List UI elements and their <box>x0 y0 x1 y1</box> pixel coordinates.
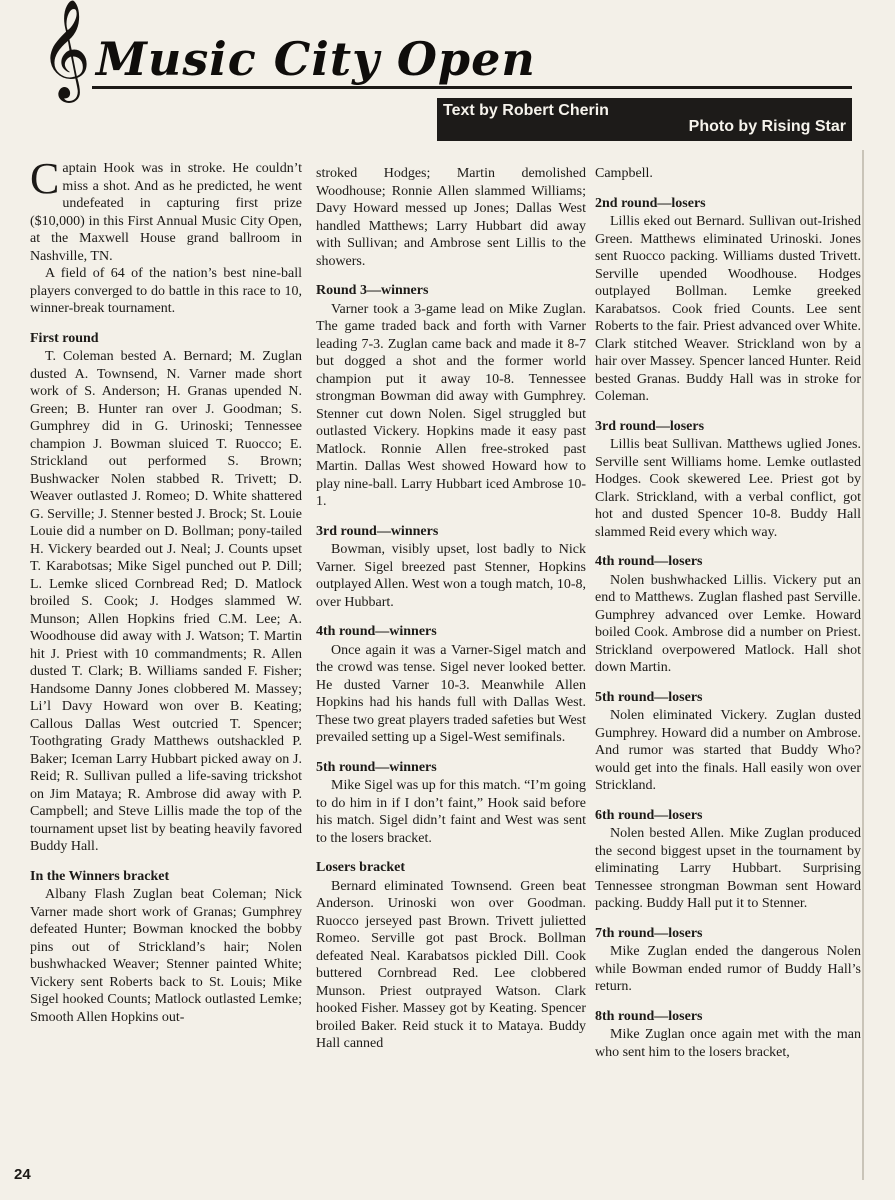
column-1 <box>30 154 302 1026</box>
paragraph: A field of 64 of the nation’s best nine-ball players converged to do battle in this race to 10, winner-break tournament. <box>30 266 302 316</box>
paragraph: Nolen eliminated Vickery. Zuglan dusted Gumphrey. Howard did a number on Ambrose. And rumor was started that Buddy Who? would get into the finals. Hall easily won over Strickland. <box>595 708 861 793</box>
section-heading: 6th round—losers <box>595 807 703 823</box>
paragraph: Once again it was a Varner-Sigel match and the crowd was tense. Sigel never looked better. He dusted Varner 10-3. Meanwhile Allen Hopkins had his hands full with Dallas West. These two great players traded safeties but West prevailed setting up a Sigel-West semifinals. <box>316 642 586 745</box>
paragraph: Mike Zuglan ended the dangerous Nolen while Bowman ended rumor of Buddy Hall’s return. <box>595 944 861 994</box>
paragraph: Bernard eliminated Townsend. Green beat Anderson. Urinoski won over Goodman. Ruocco jerseyed past Brown. Trivett julietted Romeo. Serville got past Brock. Bollman defeated Neal. Karabatsos pickled Dill. Cook buttered Cornbread Red. Lee clobbered Munson. Priest outprayed Watson. Clark hooked Fisher. Massey got by Keating. Spencer broiled Baker. Reid stuck it to Mataya. Buddy Hall canned <box>316 878 586 1051</box>
section-heading: In the Winners bracket <box>30 868 170 884</box>
drop-cap: C <box>30 154 60 203</box>
paragraph: Mike Sigel was up for this match. “I’m going to do him in if I don’t faint,” Hook said before his match. Sigel didn’t faint and West was sent to the losers bracket. <box>316 778 586 846</box>
section-heading: 4th round—losers <box>595 554 703 569</box>
section-heading: 3rd round—losers <box>595 418 705 434</box>
section-heading: 8th round—losers <box>595 1008 703 1024</box>
paragraph: stroked Hodges; Martin demolished Woodhouse; Ronnie Allen slammed Williams; Davy Howard messed up Jones; Dallas West handled Matthews; Larry Hubbart did away with Sullivan; and Ambrose sent Lillis to the showers. <box>316 166 586 269</box>
paragraph: T. Coleman bested A. Bernard; M. Zuglan dusted A. Townsend, N. Varner made short work of S. Anderson; H. Granas upended N. Green; B. Hunter ran over J. Goodman; S. Gumphrey did in G. Urinoski; Tennessee champion J. Bowman sluiced T. Ruocco; E. Strickland out performed S. Brown; Bushwacker Nolen stabbed R. Trivett; D. Weaver outlasted J. Romeo; D. White shattered G. Serville; J. Stenner bested J. Brock; St. Louie Louie did a number on D. Bollman; pony-tailed H. Vickery bearded out J. Neal; J. Counts upset T. Karabotsas; Mike Sigel punched out P. Dill; L. Lemke sliced Cornbread Red; D. Matlock broiled S. Cook; J. Hodges slammed W. Munson; Allen Hopkins fried C.M. Lee; A. Woodhouse did away with J. Watson; T. Martin hit J. Priest with 10 commandments; R. Allen dusted T. Clark; B. Williams sanded F. Fisher; Handsome Danny Jones clobbered M. Massey; Li’l Davy Howard won over B. Keating; Callous Dallas West outcried T. Spencer; Toothgrating Grady Matthews outshackled P. Baker; Iceman Larry Hubbart picked away on J. Reid; R. Sullivan pulled a life-saving trickshot on Jim Mataya; R. Ambrose did away with P. Campbell; and Steve Lillis made the top of the tournament upset list by beating heavily favored Buddy Hall. <box>30 349 302 854</box>
paragraph: Mike Zuglan once again met with the man who sent him to the losers bracket, <box>595 1027 861 1060</box>
intro-paragraph <box>30 154 302 265</box>
paragraph: Campbell. <box>595 166 653 181</box>
title-underline <box>92 86 852 89</box>
paragraph: Nolen bested Allen. Mike Zuglan produced the second biggest upset in the tournament by eliminating Larry Hubbart. Surprising Tennessee strongman Bowman sent Howard packing. Buddy Hall put it to Stenner. <box>595 826 861 911</box>
section-heading: 5th round—winners <box>316 759 437 775</box>
section-heading: 3rd round—winners <box>316 523 439 539</box>
section-heading: 4th round—winners <box>316 624 437 639</box>
credits-bar <box>437 98 852 141</box>
section-heading: 5th round—losers <box>595 689 703 705</box>
article-title: Music City Open <box>96 32 536 86</box>
paragraph: Nolen bushwhacked Lillis. Vickery put an end to Matthews. Zuglan flashed past Serville. Gumphrey advanced over Lemke. Howard boiled Cook. Ambrose did a number on Priest. Strickland overpowered Matlock. Hall shot down Martin. <box>595 572 861 675</box>
text-credit: Text by Robert Cherin <box>443 102 609 119</box>
section-heading: 2nd round—losers <box>595 195 706 211</box>
section-heading: Round 3—winners <box>316 283 429 298</box>
column-3 <box>595 165 861 1061</box>
section-heading: 7th round—losers <box>595 925 703 941</box>
paragraph: Varner took a 3-game lead on Mike Zuglan. The game traded back and forth with Varner leading 7-3. Zuglan came back and made it 8-7 but dogged a shot and the former world champion put it away 10-8. Tennessee strongman Bowman did away with Gumphrey. Stenner cut down Nolen. Sigel struggled but outlasted Vickery. Hopkins made it easy past Matlock. Ronnie Allen free-stroked past Martin. Dallas West showed Howard how to play nine-ball. Larry Hubbart iced Ambrose 10-1. <box>316 301 586 509</box>
section-heading: Losers bracket <box>316 860 406 875</box>
photo-credit: Photo by Rising Star <box>688 118 846 135</box>
paragraph: Bowman, visibly upset, lost badly to Nick Varner. Sigel breezed past Stenner, Hopkins outplayed Allen. West won a tough match, 10-8, over Hubbart. <box>316 542 587 610</box>
paragraph: Albany Flash Zuglan beat Coleman; Nick Varner made short work of Granas; Gumphrey defeated Hunter; Bowman knocked the bobby pins out of Strickland’s hair; Nolen bushwhacked Weaver; Stenner painted White; Vickery sent Roberts back to St. Louis; Mike Sigel hooked Counts; Matlock outlasted Lemke; Smooth Allen Hopkins out- <box>30 887 302 1025</box>
section-heading: First round <box>30 330 99 346</box>
treble-clef-icon: 𝄞 <box>40 0 91 99</box>
paragraph: Lillis eked out Bernard. Sullivan out-Irished Green. Matthews eliminated Urinoski. Jones sent Ruocco packing. Williams dusted Trivett. Serville upended Woodhouse. Hodges outplayed Bollman. Lemke greeked Karabatsos. Cook fried Counts. Lee sent Roberts to the fair. Priest advanced over White. Clark stitched Weaver. Strickland won by a hair over Massey. Spencer lanced Hunter. Reid bested Granas. Buddy Hall was in stroke for Coleman. <box>595 214 861 404</box>
intro-text: aptain Hook was in stroke. He couldn’t miss a shot. And as he predicted, he went undefeated in capturing first prize ($10,000) in this First Annual Music City Open, at the Maxwell House grand ballroom in Nashville, TN. <box>30 161 302 264</box>
page-number: 24 <box>14 1166 31 1183</box>
column-2 <box>316 165 586 1053</box>
page-edge-shadow <box>862 150 864 1180</box>
paragraph: Lillis beat Sullivan. Matthews uglied Jones. Serville sent Williams home. Lemke outlasted Hodges. Cook skewered Lee. Priest got by Clark. Strickland, with a verbal conflict, got hot and dusted Spencer 10-8. Buddy Hall slammed Reid every which way. <box>595 437 861 540</box>
